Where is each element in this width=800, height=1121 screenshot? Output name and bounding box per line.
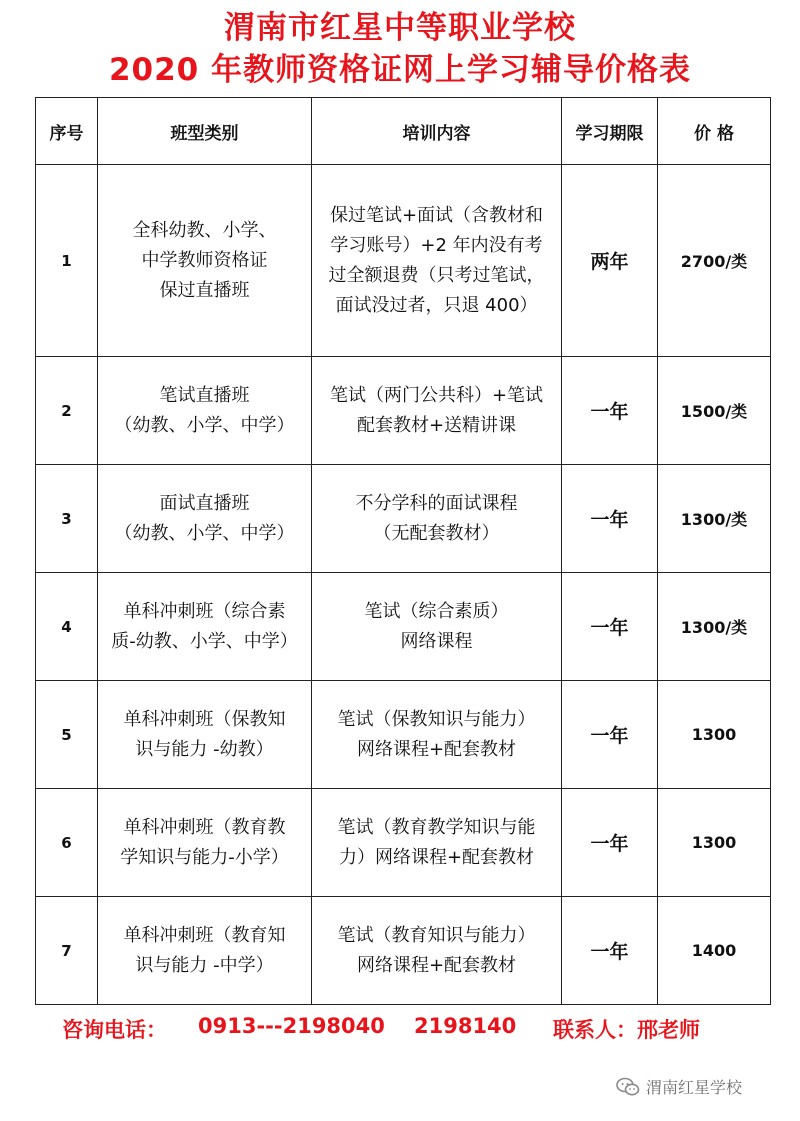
wechat-watermark [616,1075,742,1098]
school-title: 渭南市红星中等职业学校 [224,10,576,46]
class-type-line: 单科冲刺班（教育教 [123,816,286,838]
study-period: 两年 [562,165,658,357]
class-type-cell [98,681,312,789]
phone-number-2: 2198140 [414,1014,517,1038]
class-type-cell [98,573,312,681]
phone-label: 咨询电话： [62,1018,167,1042]
table-row [36,465,771,573]
class-type-cell [98,897,312,1005]
training-content-line: 笔试（保教知识与能力） [337,708,536,730]
class-type-line: 学知识与能力-小学） [120,846,289,868]
wechat-icon [616,1077,640,1097]
row-number: 5 [36,681,98,789]
class-type-line: 保过直播班 [159,279,250,301]
class-type-line: 面试直播班 [159,492,250,514]
class-type-cell [98,789,312,897]
price-value: 1300/类 [658,573,771,681]
contact-person: 联系人：邢老师 [553,1018,700,1042]
column-header-content: 培训内容 [312,98,562,165]
class-type-line: 单科冲刺班（保教知 [123,708,286,730]
class-type-cell [98,165,312,357]
column-header-no: 序号 [36,98,98,165]
training-content-line: （无配套教材） [373,522,500,544]
row-number: 2 [36,357,98,465]
training-content-cell [312,681,562,789]
training-content-line: 网络课程 [400,630,473,652]
training-content-line: 配套教材+送精讲课 [356,414,517,436]
phone-number-1: 0913---2198040 [198,1014,385,1038]
training-content-cell [312,573,562,681]
training-content-line: 保过笔试+面试（含教材和 [329,204,544,226]
study-period: 一年 [562,897,658,1005]
class-type-line: 笔试直播班 [159,384,250,406]
row-number: 4 [36,573,98,681]
column-header-price: 价 格 [658,98,771,165]
table-row [36,165,771,357]
training-content-line: 学习账号）+2 年内没有考 [330,234,543,256]
study-period: 一年 [562,789,658,897]
study-period: 一年 [562,465,658,573]
class-type-line: （幼教、小学、中学） [114,522,295,544]
training-content-line: 笔试（两门公共科）+笔试 [329,384,544,406]
class-type-line: 中学教师资格证 [141,249,268,271]
price-value: 1300 [658,789,771,897]
class-type-cell [98,357,312,465]
price-value: 1300/类 [658,465,771,573]
row-number: 7 [36,897,98,1005]
table-row [36,789,771,897]
training-content-line: 不分学科的面试课程 [355,492,518,514]
column-header-type: 班型类别 [98,98,312,165]
row-number: 1 [36,165,98,357]
training-content-cell [312,897,562,1005]
table-row [36,573,771,681]
training-content-cell [312,465,562,573]
row-number: 6 [36,789,98,897]
table-row [36,681,771,789]
training-content-line: 笔试（综合素质） [364,600,509,622]
training-content-line: 面试没过者，只退 400） [335,294,538,316]
study-period: 一年 [562,573,658,681]
class-type-line: 全科幼教、小学、 [132,219,277,241]
training-content-line: 网络课程+配套教材 [356,954,517,976]
table-row [36,897,771,1005]
class-type-cell [98,465,312,573]
training-content-line: 笔试（教育教学知识与能 [337,816,536,838]
table-row [36,357,771,465]
class-type-line: 单科冲刺班（综合素 [123,600,286,622]
training-content-line: 笔试（教育知识与能力） [337,924,536,946]
training-content-cell [312,357,562,465]
column-header-period: 学习期限 [562,98,658,165]
class-type-line: 识与能力 -幼教） [135,738,274,760]
price-value: 2700/类 [658,165,771,357]
price-value: 1300 [658,681,771,789]
study-period: 一年 [562,681,658,789]
study-period: 一年 [562,357,658,465]
training-content-line: 过全额退费（只考过笔试， [328,264,545,286]
watermark-text: 渭南红星学校 [646,1078,743,1097]
price-table [35,97,771,1005]
class-type-line: 识与能力 -中学） [135,954,274,976]
price-table-title: 2020 年教师资格证网上学习辅导价格表 [108,52,692,88]
row-number: 3 [36,465,98,573]
table-header-row [36,98,771,165]
class-type-line: 质-幼教、小学、中学） [111,630,298,652]
class-type-line: 单科冲刺班（教育知 [123,924,286,946]
training-content-line: 力）网络课程+配套教材 [338,846,535,868]
price-value: 1400 [658,897,771,1005]
training-content-line: 网络课程+配套教材 [356,738,517,760]
training-content-cell [312,165,562,357]
class-type-line: （幼教、小学、中学） [114,414,295,436]
training-content-cell [312,789,562,897]
price-value: 1500/类 [658,357,771,465]
